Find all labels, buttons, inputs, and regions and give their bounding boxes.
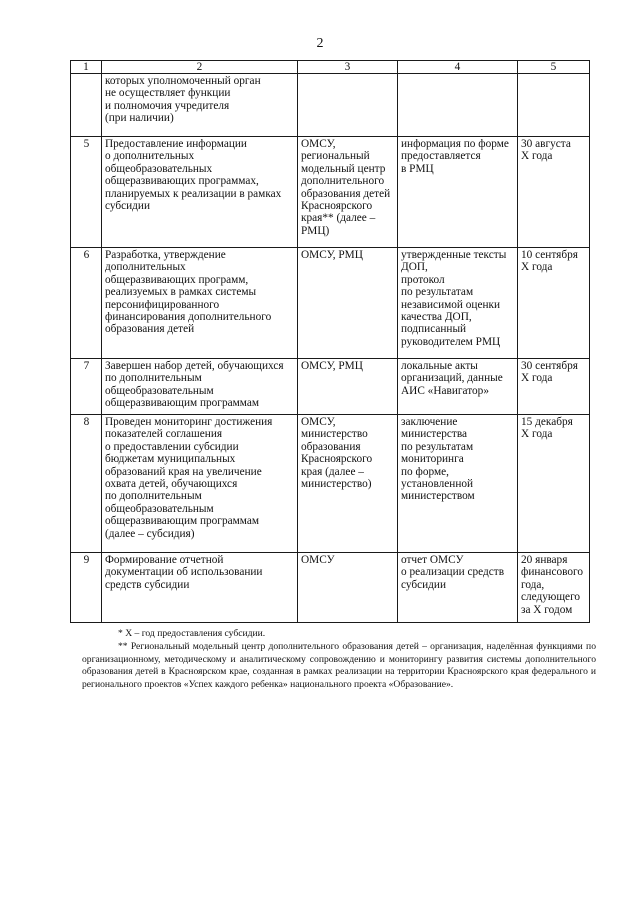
- result-cell: заключение министерства по результатам мониторинга по форме, установленной министерством: [398, 415, 518, 553]
- row-number: 5: [71, 137, 102, 248]
- column-header: 1: [71, 61, 102, 74]
- action-cell: которых уполномоченный орган не осуществляет функции и полномочия учредителя (при наличии): [102, 74, 298, 137]
- table-row: [71, 74, 590, 137]
- deadline-cell: 10 сентября Х года: [518, 248, 590, 359]
- footnote-rmc: ** Региональный модельный центр дополнительного образования детей – организация, наделённая функциями по организационному, методическому и аналитическому сопровождению и мониторингу развития системы дополнительного образования детей в Красноярском крае, созданная в рамках реализации на территории Красноярского края федерального и регионального проектов «Успех каждого ребенка» национального проекта «Образование».: [82, 640, 596, 691]
- table-row: [71, 359, 590, 415]
- action-cell: Разработка, утверждение дополнительных общеразвивающих программ, реализуемых в рамках системы персонифицированного финансирования дополнительного образования детей: [102, 248, 298, 359]
- deadline-cell: 15 декабря Х года: [518, 415, 590, 553]
- row-number: [71, 74, 102, 137]
- action-cell: Проведен мониторинг достижения показателей соглашения о предоставлении субсидии бюджетам муниципальных образований края на увеличение охвата детей, обучающихся по дополнительным общеобразовательным общеразвивающим программам (далее – субсидия): [102, 415, 298, 553]
- column-header: 2: [102, 61, 298, 74]
- page-number: 2: [316, 36, 324, 51]
- responsible-cell: [298, 74, 398, 137]
- result-cell: информация по форме предоставляется в РМЦ: [398, 137, 518, 248]
- result-cell: [398, 74, 518, 137]
- schedule-table: [70, 60, 590, 623]
- table-row: [71, 553, 590, 623]
- row-number: 8: [71, 415, 102, 553]
- action-cell: Предоставление информации о дополнительных общеобразовательных общеразвивающих программах, планируемых к реализации в рамках субсидии: [102, 137, 298, 248]
- table-row: [71, 248, 590, 359]
- responsible-cell: ОМСУ, региональный модельный центр дополнительного образования детей Красноярского края** (далее – РМЦ): [298, 137, 398, 248]
- table-header-row: [71, 61, 590, 74]
- deadline-cell: 20 января финансового года, следующего за Х годом: [518, 553, 590, 623]
- result-cell: утвержденные тексты ДОП, протокол по результатам независимой оценки качества ДОП, подписанный руководителем РМЦ: [398, 248, 518, 359]
- responsible-cell: ОМСУ: [298, 553, 398, 623]
- column-header: 3: [298, 61, 398, 74]
- table-row: [71, 415, 590, 553]
- action-cell: Формирование отчетной документации об использовании средств субсидии: [102, 553, 298, 623]
- result-cell: локальные акты организаций, данные АИС «Навигатор»: [398, 359, 518, 415]
- result-cell: отчет ОМСУ о реализации средств субсидии: [398, 553, 518, 623]
- row-number: 7: [71, 359, 102, 415]
- footnote-year: * Х – год предоставления субсидии.: [118, 628, 266, 639]
- column-header: 5: [518, 61, 590, 74]
- row-number: 6: [71, 248, 102, 359]
- responsible-cell: ОМСУ, РМЦ: [298, 248, 398, 359]
- responsible-cell: ОМСУ, министерство образования Красноярского края (далее – министерство): [298, 415, 398, 553]
- column-header: 4: [398, 61, 518, 74]
- table-row: [71, 137, 590, 248]
- responsible-cell: ОМСУ, РМЦ: [298, 359, 398, 415]
- deadline-cell: 30 августа Х года: [518, 137, 590, 248]
- deadline-cell: [518, 74, 590, 137]
- deadline-cell: 30 сентября Х года: [518, 359, 590, 415]
- action-cell: Завершен набор детей, обучающихся по дополнительным общеобразовательным общеразвивающим программам: [102, 359, 298, 415]
- footnotes: [82, 628, 596, 692]
- row-number: 9: [71, 553, 102, 623]
